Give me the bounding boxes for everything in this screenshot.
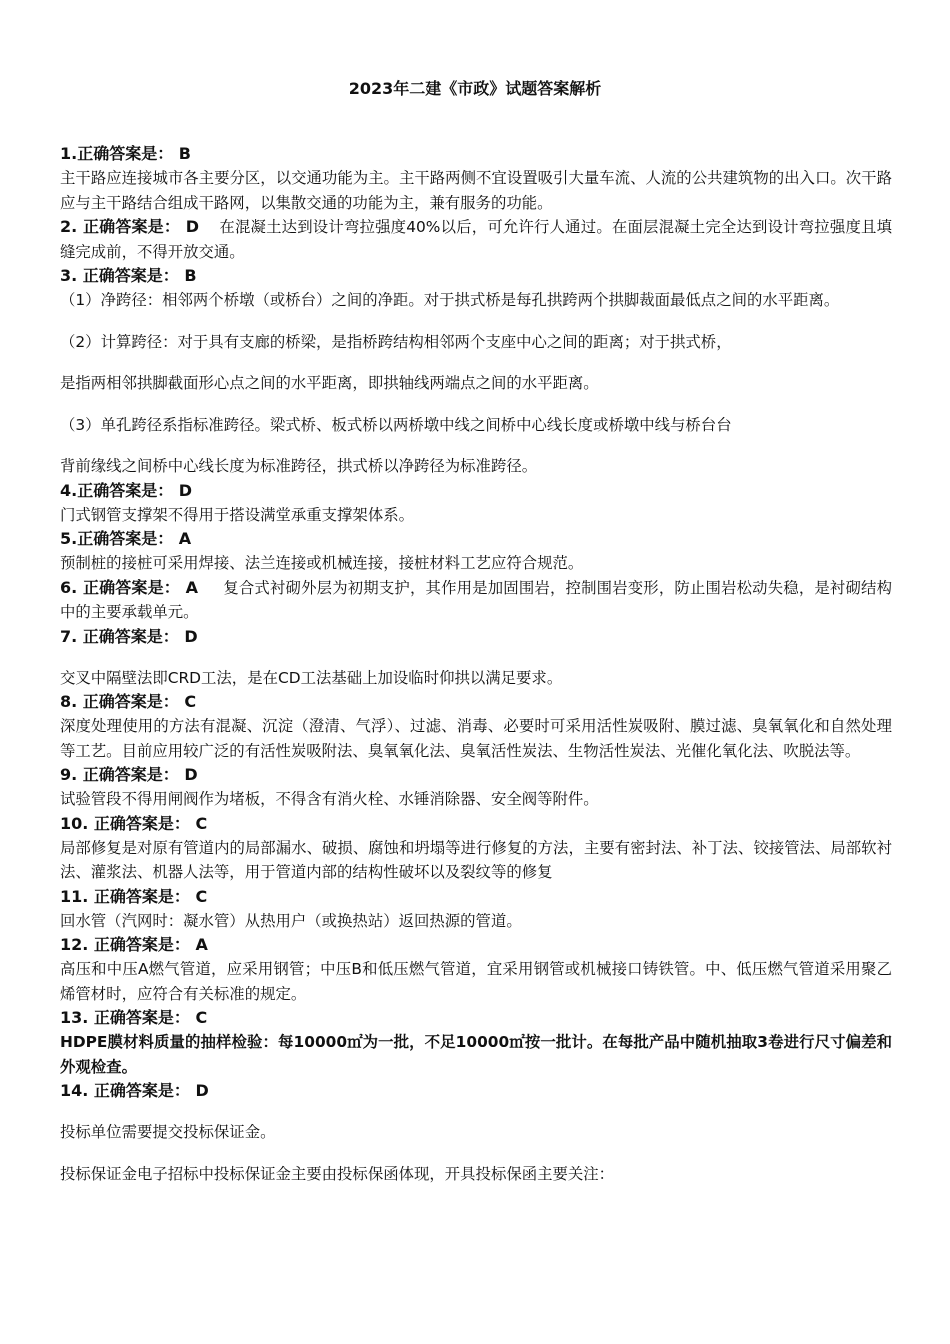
answer-12: 12. 正确答案是： A [60, 935, 208, 954]
explanation-3-para-1: （1）净跨径：相邻两个桥墩（或桥台）之间的净距。对于拱式桥是每孔拱跨两个拱脚裁面最低点之间的水平距离。 [60, 291, 840, 309]
answer-3: 3. 正确答案是： B [60, 266, 197, 285]
explanation-3-para-2: （2）计算跨径：对于具有支廊的桥梁，是指桥跨结构相邻两个支座中心之间的距离；对于拱式桥， [60, 332, 732, 351]
answer-11: 11. 正确答案是： C [60, 886, 208, 906]
answer-13: 13. 正确答案是： C [60, 1008, 208, 1027]
explanation-3-para-4: （3）单孔跨径系指标准跨径。梁式桥、板式桥以两桥墩中线之间桥中心线长度或桥墩中线与桥台台 [60, 415, 732, 434]
explanation-8: 深度处理使用的方法有混凝、沉淀（澄清、气浮）、过滤、消毒、必要时可采用活性炭吸附、膜过滤、臭氧氧化和自然处理等工艺。目前应用较广泛的有活性炭吸附法、臭氧氧化法、臭氧活性炭法、生物活性炭法、光催化氧化法、吹脱法等。 [60, 717, 892, 760]
explanation-13: HDPE膜材料质量的抽样检验：每10000㎡为一批，不足10000㎡按一批计。在每批产品中随机抽取3卷进行尺寸偏差和外观检查。 [60, 1033, 892, 1076]
explanation-6-block [60, 576, 892, 625]
answer-10: 10. 正确答案是： C [60, 813, 208, 833]
explanation-3-para-3: 是指两相邻拱脚截面形心点之间的水平距离，即拱轴线两端点之间的水平距离。 [60, 374, 599, 392]
answer-8: 8. 正确答案是： C [60, 692, 197, 711]
explanation-4: 门式钢管支撑架不得用于搭设满堂承重支撑架体系。 [60, 505, 414, 524]
explanation-12: 高压和中压A燃气管道，应采用钢管；中压B和低压燃气管道，宜采用钢管或机械接口铸铁管。中、低压燃气管道采用聚乙烯管材时，应符合有关标准的规定。 [60, 960, 892, 1003]
answer-14: 14. 正确答案是： D [60, 1081, 209, 1100]
answer-6: 6. 正确答案是： A [60, 577, 199, 597]
explanation-7: 交叉中隔壁法即CRD工法，是在CD工法基础上加设临时仰拱以满足要求。 [60, 668, 563, 687]
answer-5: 5.正确答案是： A [60, 529, 192, 548]
explanation-6: 复合式衬砌外层为初期支护，其作用是加固围岩，控制围岩变形，防止围岩松动失稳，是衬砌结构中的主要承载单元。 [60, 578, 892, 621]
explanation-5: 预制桩的接桩可采用焊接、法兰连接或机械连接，接桩材料工艺应符合规范。 [60, 554, 584, 572]
explanation-11: 回水管（汽网时：凝水管）从热用户（或换热站）返回热源的管道。 [60, 911, 522, 930]
explanation-14-para-1: 投标单位需要提交投标保证金。 [60, 1123, 276, 1141]
explanation-2-block [60, 215, 892, 264]
page-title: 2023年二建《市政》试题答案解析 [348, 79, 602, 98]
explanation-9: 试验管段不得用闸阀作为堵板，不得含有消火栓、水锤消除器、安全阀等附件。 [60, 790, 599, 808]
document-body [60, 142, 892, 1186]
answer-4: 4.正确答案是： D [60, 480, 193, 500]
answer-1: 1.正确答案是： B [60, 144, 191, 163]
answer-2: 2. 正确答案是： D [60, 217, 200, 236]
explanation-1: 主干路应连接城市各主要分区，以交通功能为主。主干路两侧不宜设置吸引大量车流、人流的公共建筑物的出入口。次干路应与主干路结合组成干路网，以集散交通的功能为主，兼有服务的功能。 [60, 169, 892, 212]
explanation-2: 在混凝土达到设计弯拉强度40%以后，可允许行人通过。在面层混凝土完全达到设计弯拉强度且填缝完成前，不得开放交通。 [60, 218, 892, 261]
explanation-10: 局部修复是对原有管道内的局部漏水、破损、腐蚀和坍塌等进行修复的方法，主要有密封法、补丁法、铰接管法、局部软衬法、灌浆法、机器人法等，用于管道内部的结构性破坏以及裂纹等的修复 [60, 838, 892, 881]
answer-9: 9. 正确答案是： D [60, 765, 198, 784]
explanation-14-para-2: 投标保证金电子招标中投标保证金主要由投标保函体现，开具投标保函主要关注： [60, 1164, 615, 1183]
explanation-3-para-5: 背前缘线之间桥中心线长度为标准跨径，拱式桥以净跨径为标准跨径。 [60, 457, 538, 475]
answer-7: 7. 正确答案是： D [60, 626, 198, 646]
